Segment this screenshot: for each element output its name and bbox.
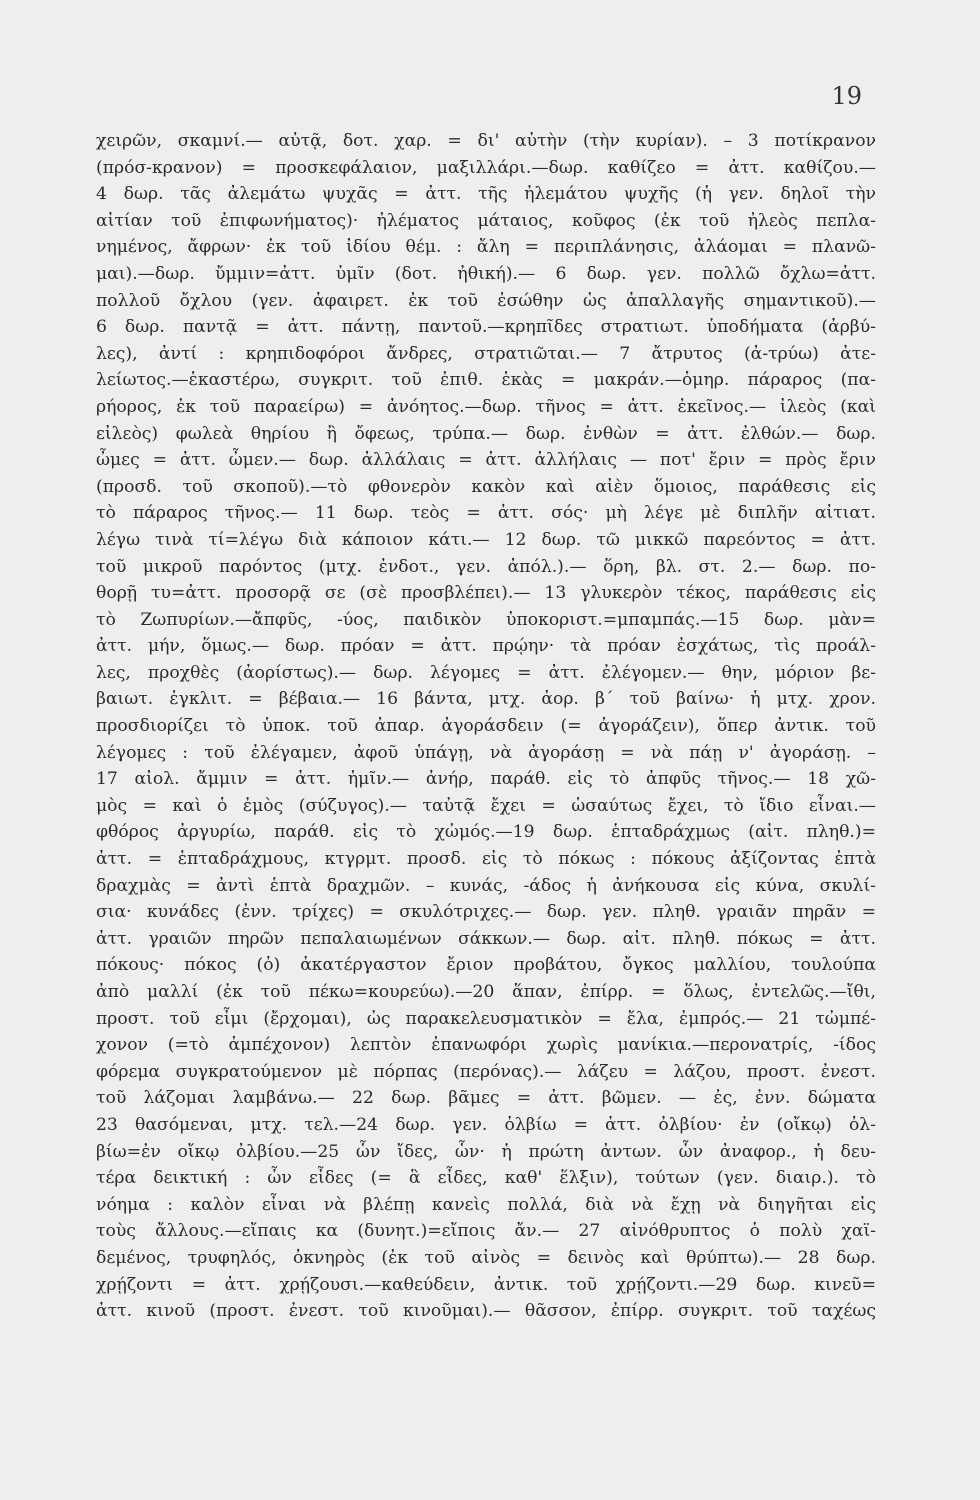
text-line: 4 δωρ. τᾶς ἀλεμάτω ψυχᾶς = ἀττ. τῆς ἠλεμάτου ψυχῆς (ἡ γεν. δηλοῖ τὴν	[96, 184, 876, 205]
text-line: αἰτίαν τοῦ ἐπιφωνήματος)· ἠλέματος μάταιος, κοῦφος (ἐκ τοῦ ἠλεὸς πεπλα-	[96, 210, 876, 231]
text-line: τοῦ μικροῦ παρόντος (μτχ. ἐνδοτ., γεν. ἀπόλ.).— ὅρη, βλ. στ. 2.— δωρ. πο-	[96, 556, 876, 577]
text-line: ἀττ. κινοῦ (προστ. ἐνεστ. τοῦ κινοῦμαι).— θᾶσσον, ἐπίρρ. συγκριτ. τοῦ ταχέως	[96, 1301, 876, 1322]
text-line: ἀττ. = ἑπταδράχμους, κτγρμτ. προσδ. εἰς τὸ πόκως : πόκους ἀξίζοντας ἑπτὰ	[96, 849, 876, 870]
text-line: τοὺς ἄλλους.—εἴπαις κα (δυνητ.)=εἴποις ἄν.— 27 αἰνόθρυπτος ὁ πολὺ χαϊ-	[96, 1221, 876, 1242]
text-line: 23 θασόμεναι, μτχ. τελ.—24 δωρ. γεν. ὀλβίω = ἀττ. ὀλβίου· ἐν (οἴκῳ) ὀλ-	[96, 1114, 876, 1135]
text-line: φθόρος ἀργυρίω, παράθ. εἰς τὸ χὠμός.—19 δωρ. ἑπταδράχμως (αἰτ. πληθ.)=	[96, 822, 876, 843]
text-line: εἰλεὸς) φωλεὰ θηρίου ἢ ὄφεως, τρύπα.— δωρ. ἐνθὼν = ἀττ. ἐλθών.— δωρ.	[96, 423, 876, 444]
text-line: προσδιορίζει τὸ ὑποκ. τοῦ ἀπαρ. ἀγοράσδειν (= ἀγοράζειν), ὅπερ ἀντικ. τοῦ	[96, 716, 876, 737]
text-line: 17 αἰολ. ἄμμιν = ἀττ. ἡμῖν.— ἀνήρ, παράθ. εἰς τὸ ἀπφῦς τῆνος.— 18 χῶ-	[96, 769, 876, 790]
text-line: πολλοῦ ὄχλου (γεν. ἀφαιρετ. ἐκ τοῦ ἐσώθην ὡς ἀπαλλαγῆς σημαντικοῦ).—	[96, 290, 876, 311]
page-number: 19	[831, 82, 862, 110]
text-line: δραχμὰς = ἀντὶ ἑπτὰ δραχμῶν. – κυνάς, -άδος ἡ ἀνήκουσα εἰς κύνα, σκυλί-	[96, 875, 876, 896]
text-line: τὸ Ζωπυρίων.—ἄπφῦς, -ύος, παιδικὸν ὑποκοριστ.=μπαμπάς.—15 δωρ. μὰν=	[96, 609, 876, 630]
text-line: νόημα : καλὸν εἶναι νὰ βλέπῃ κανεὶς πολλά, διὰ νὰ ἔχῃ νὰ διηγῆται εἰς	[96, 1194, 876, 1215]
text-line: βαιωτ. ἐγκλιτ. = βέβαια.— 16 βάντα, μτχ. ἀορ. β΄ τοῦ βαίνω· ἡ μτχ. χρον.	[96, 689, 876, 710]
text-line: χειρῶν, σκαμνί.— αὐτᾷ, δοτ. χαρ. = δι' αὐτὴν (τὴν κυρίαν). – 3 ποτίκρανον	[96, 131, 876, 151]
text-line: μὸς = καὶ ὁ ἐμὸς (σύζυγος).— ταὐτᾷ ἔχει = ὡσαύτως ἔχει, τὸ ἴδιο εἶναι.—	[96, 795, 876, 816]
text-line: λέγω τινὰ τί=λέγω διὰ κάποιον κάτι.— 12 δωρ. τῶ μικκῶ παρεόντος = ἀττ.	[96, 529, 876, 550]
text-line: τὸ πάραρος τῆνος.— 11 δωρ. τεὸς = ἀττ. σός· μὴ λέγε μὲ διπλῆν αἰτιατ.	[96, 503, 876, 524]
commentary-text	[96, 128, 876, 1325]
text-line: ρήορος, ἐκ τοῦ παραείρω) = ἀνόητος.—δωρ. τῆνος = ἀττ. ἐκεῖνος.— ἰλεὸς (καὶ	[96, 396, 876, 417]
text-line: τέρα δεικτική : ὧν εἶδες (= ἃ εἶδες, καθ' ἕλξιν), τούτων (γεν. διαιρ.). τὸ	[96, 1168, 876, 1189]
text-line: χονον (=τὸ ἀμπέχονον) λεπτὸν ἐπανωφόρι χωρὶς μανίκια.—περονατρίς, -ίδος	[96, 1035, 876, 1056]
text-line: λες, προχθὲς (ἀορίστως).— δωρ. λέγομες = ἀττ. ἐλέγομεν.— θην, μόριον βε-	[96, 662, 876, 683]
text-line: προστ. τοῦ εἶμι (ἔρχομαι), ὡς παρακελευσματικὸν = ἔλα, ἐμπρός.— 21 τὠμπέ-	[96, 1008, 876, 1029]
text-line: μαι).—δωρ. ὔμμιν=ἀττ. ὑμῖν (δοτ. ἠθική).— 6 δωρ. γεν. πολλῶ ὄχλω=ἀττ.	[96, 263, 876, 284]
text-line: νημένος, ἄφρων· ἐκ τοῦ ἰδίου θέμ. : ἄλη = περιπλάνησις, ἀλάομαι = πλανῶ-	[96, 237, 876, 258]
text-line: πόκους· πόκος (ὁ) ἀκατέργαστον ἔριον προβάτου, ὄγκος μαλλίου, τουλούπα	[96, 955, 876, 976]
text-line: ἀττ. μήν, ὅμως.— δωρ. πρόαν = ἀττ. πρῴην· τὰ πρόαν ἐσχάτως, τὶς προάλ-	[96, 636, 876, 657]
text-line: ἀπὸ μαλλί (ἐκ τοῦ πέκω=κουρεύω).—20 ἅπαν, ἐπίρρ. = ὅλως, ἐντελῶς.—ἴθι,	[96, 982, 876, 1002]
text-line: (προσδ. τοῦ σκοποῦ).—τὸ φθονερὸν κακὸν καὶ αἰὲν ὅμοιος, παράθεσις εἰς	[96, 476, 876, 497]
text-line: φόρεμα συγκρατούμενον μὲ πόρπας (περόνας).— λάζευ = λάζου, προστ. ἐνεστ.	[96, 1061, 876, 1082]
text-line: ὦμες = ἀττ. ὦμεν.— δωρ. ἀλλάλαις = ἀττ. ἀλλήλαις — ποτ' ἔριν = πρὸς ἔριν	[96, 450, 876, 471]
text-line: λείωτος.—ἑκαστέρω, συγκριτ. τοῦ ἐπιθ. ἑκὰς = μακράν.—ὁμηρ. πάραρος (πα-	[96, 370, 876, 391]
text-line: σια· κυνάδες (ἐνν. τρίχες) = σκυλότριχες.— δωρ. γεν. πληθ. γραιᾶν πηρᾶν =	[96, 902, 876, 923]
text-line: χρῄζοντι = ἀττ. χρῄζουσι.—καθεύδειν, ἀντικ. τοῦ χρῄζοντι.—29 δωρ. κινεῦ=	[96, 1274, 876, 1295]
text-line: δεμένος, τρυφηλός, ὀκνηρὸς (ἐκ τοῦ αἰνὸς = δεινὸς καὶ θρύπτω).— 28 δωρ.	[96, 1247, 876, 1268]
text-line: τοῦ λάζομαι λαμβάνω.— 22 δωρ. βᾶμες = ἀττ. βῶμεν. — ἐς, ἐνν. δώματα	[96, 1088, 876, 1109]
text-line: βίω=ἐν οἴκῳ ὀλβίου.—25 ὧν ἴδες, ὧν· ἡ πρώτη ἀντων. ὧν ἀναφορ., ἡ δευ-	[96, 1141, 876, 1162]
text-line: (πρόσ-κρανον) = προσκεφάλαιον, μαξιλλάρι.—δωρ. καθίζεο = ἀττ. καθίζου.—	[96, 157, 876, 178]
text-line: 6 δωρ. παντᾷ = ἀττ. πάντῃ, παντοῦ.—κρηπῖδες στρατιωτ. ὑποδήματα (ἀρβύ-	[96, 317, 876, 338]
text-line: θορῇ τυ=ἀττ. προσορᾷ σε (σὲ προσβλέπει).— 13 γλυκερὸν τέκος, παράθεσις εἰς	[96, 583, 876, 604]
text-line: λέγομες : τοῦ ἐλέγαμεν, ἀφοῦ ὑπάγῃ, νὰ ἀγοράσῃ = νὰ πάῃ ν' ἀγοράσῃ. –	[96, 742, 876, 763]
text-line: ἀττ. γραιῶν πηρῶν πεπαλαιωμένων σάκκων.— δωρ. αἰτ. πληθ. πόκως = ἀττ.	[96, 928, 876, 949]
text-line: λες), ἀντί : κρηπιδοφόροι ἄνδρες, στρατιῶται.— 7 ἄτρυτος (ἀ-τρύω) ἀτε-	[96, 343, 876, 364]
